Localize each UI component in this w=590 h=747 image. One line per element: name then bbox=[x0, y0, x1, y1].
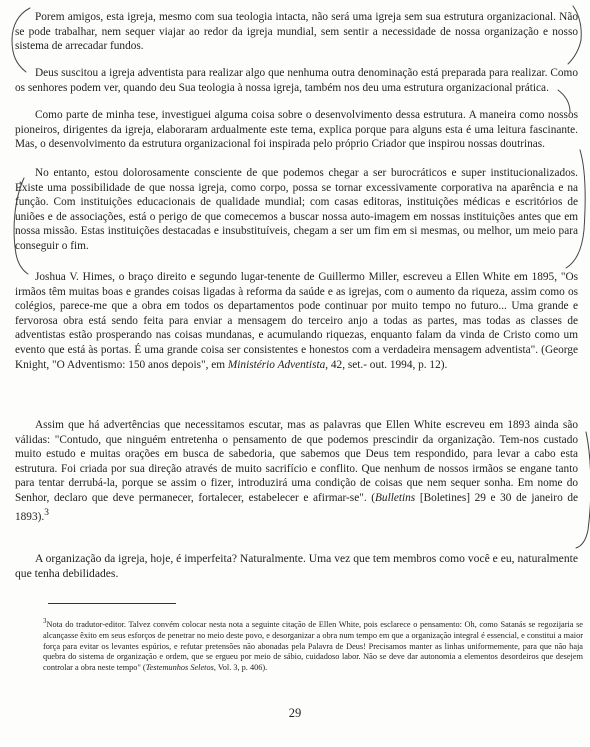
footnote-marker: 3 bbox=[43, 618, 47, 625]
bracket-right-4 bbox=[576, 432, 590, 548]
paragraph-6-citation-tail: [Boletines] 29 e 30 de janeiro de 1893). bbox=[15, 491, 578, 523]
paragraph-6-text: Assim que há advertências que necessitamos escutar, mas as palavras que Ellen White escreveu em 1893 ainda são válidas: "Contudo, que ninguém entretenha o pensamento de que podemos prescindir da organização. Tem-nos custado muito estudo e muitas orações em busca de sabedoria, que sabemos que Deus tem respondido, para levar a cabo esta estrutura. Foi criada por sua direção através de muito sacrifício e conflito. Que nenhum de nossos irmãos se engane tanto para tentar derrubá-la, porque se assim o fizer, introduzirá uma condição de coisas que nem sequer sonha. Em nome do Senhor, declaro que deve permanecer, fortalecer, estabelecer e afirmar-se". ( bbox=[15, 419, 578, 504]
paragraph-1-text: Porem amigos, esta igreja, mesmo com sua teologia intacta, não será uma igreja sem sua estrutura organizacional. Não se pode trabalhar, nem sequer viajar ao redor da igreja mundial, sem sentir a necessidade de nossa organização e nosso sistema de arrecadar fundos. bbox=[15, 11, 578, 53]
paragraph-4 bbox=[15, 166, 578, 254]
footnote-text: Nota do tradutor-editor. Talvez convém colocar nesta nota a seguinte citação de Ellen White, pois esclarece o pensamento: Oh, como Satanás se regozijaria se alcançasse êxito em seus esforços de penetrar no meio deste povo, e desorganizar a obra num tempo em que a organização integral é essencial, e constitui a maior força para evitar os levantes espúrios, e refutar pretensões não abonadas pela Palavra de Deus! Precisamos manter as linhas uniformemente, para que não haja quebra do sistema de organização e ordem, que se ergueu por meio de sábio, cuidadoso labor. Não se deve dar autonomia a elementos desordeiros que desejem controlar a obra neste tempo" ( bbox=[43, 619, 583, 673]
page-number: 29 bbox=[288, 706, 302, 720]
paragraph-7-text: A organização da igreja, hoje, é imperfeita? Naturalmente. Uma vez que tem membros como você e eu, naturalmente que tenha debilidades. bbox=[15, 552, 578, 580]
footnote-citation-title: Testemunhos Seletos bbox=[145, 663, 214, 673]
paragraph-5-citation-title: Ministério Adventista bbox=[227, 358, 326, 371]
paragraph-2-text: Deus suscitou a igreja adventista para realizar algo que nenhuma outra denominação está preparada para realizar. Como os senhores podem ver, quando deu Sua teologia à nossa igreja, também nos deu uma estrutura organizacional prática. bbox=[15, 67, 578, 94]
paragraph-5-text: Joshua V. Himes, o braço direito e segundo lugar-tenente de Guillermo Miller, escreveu a Ellen White em 1895, "Os irmãos têm muitas boas e grandes coisas ligadas à reforma da saúde e as igrejas, com o aumento da riqueza, assim como os colégios, parece-me que a obra em todos os departamentos pode continuar por muito tempo no futuro... Uma grande e fervorosa obra está sendo feita para enviar a mensagem do terceiro anjo a todas as partes, mas todas as classes de adventistas estão prosperando nas coisas mundanas, e acumulando riquezas, enquanto falam da vinda de Cristo como um evento que está às portas. É uma grande coisa ser consistentes e honestos com a verdadeira mensagem adventista". (George Knight, "O Adventismo: 150 anos depois", em bbox=[15, 271, 578, 371]
footnote-citation-tail: , Vol. 3, p. 406). bbox=[213, 663, 268, 673]
paragraph-1 bbox=[15, 10, 578, 54]
paragraph-2 bbox=[15, 66, 578, 95]
footnote bbox=[43, 617, 583, 674]
paragraph-3-text: Como parte de minha tese, investiguei alguma coisa sobre o desenvolvimento dessa estrutura. A maneira como nossos pioneiros, dirigentes da igreja, elaboraram ardualmente este tema, explica porque para alguns esta é uma leitura fascinante. Mas, o desenvolvimento da estrutura organizacional foi inspirada pelo próprio Criador que inspirou nossas doutrinas. bbox=[15, 109, 578, 151]
footnote-reference: 3 bbox=[44, 507, 49, 518]
paragraph-5-citation-tail: , 42, set.- out. 1994, p. 12). bbox=[325, 358, 448, 371]
paragraph-6-citation-title: Bulletins bbox=[375, 491, 416, 504]
footnote-separator bbox=[48, 603, 176, 604]
paragraph-4-text: No entanto, estou dolorosamente consciente de que podemos chegar a ser burocráticos e super institucionalizados. Existe uma possibilidade de que nossa igreja, como corpo, possa se tornar excessivamente corporativa na aparência e na função. Com instituições educacionais de qualidade mundial; com casas editoras, instituições médicas e escritórios de uniões e de associações, está o perigo de que comecemos a buscar nossa auto-imagem em nossas instituições antes que em nossa missão. Estas instituições destacadas e insubstituíveis, chegam a ser um fim em si mesmas, ou melhor, um meio para conseguir o fim. bbox=[15, 167, 578, 252]
paragraph-6 bbox=[15, 418, 578, 524]
paragraph-7 bbox=[15, 551, 578, 581]
paragraph-3 bbox=[15, 108, 578, 152]
paragraph-5 bbox=[15, 270, 578, 372]
